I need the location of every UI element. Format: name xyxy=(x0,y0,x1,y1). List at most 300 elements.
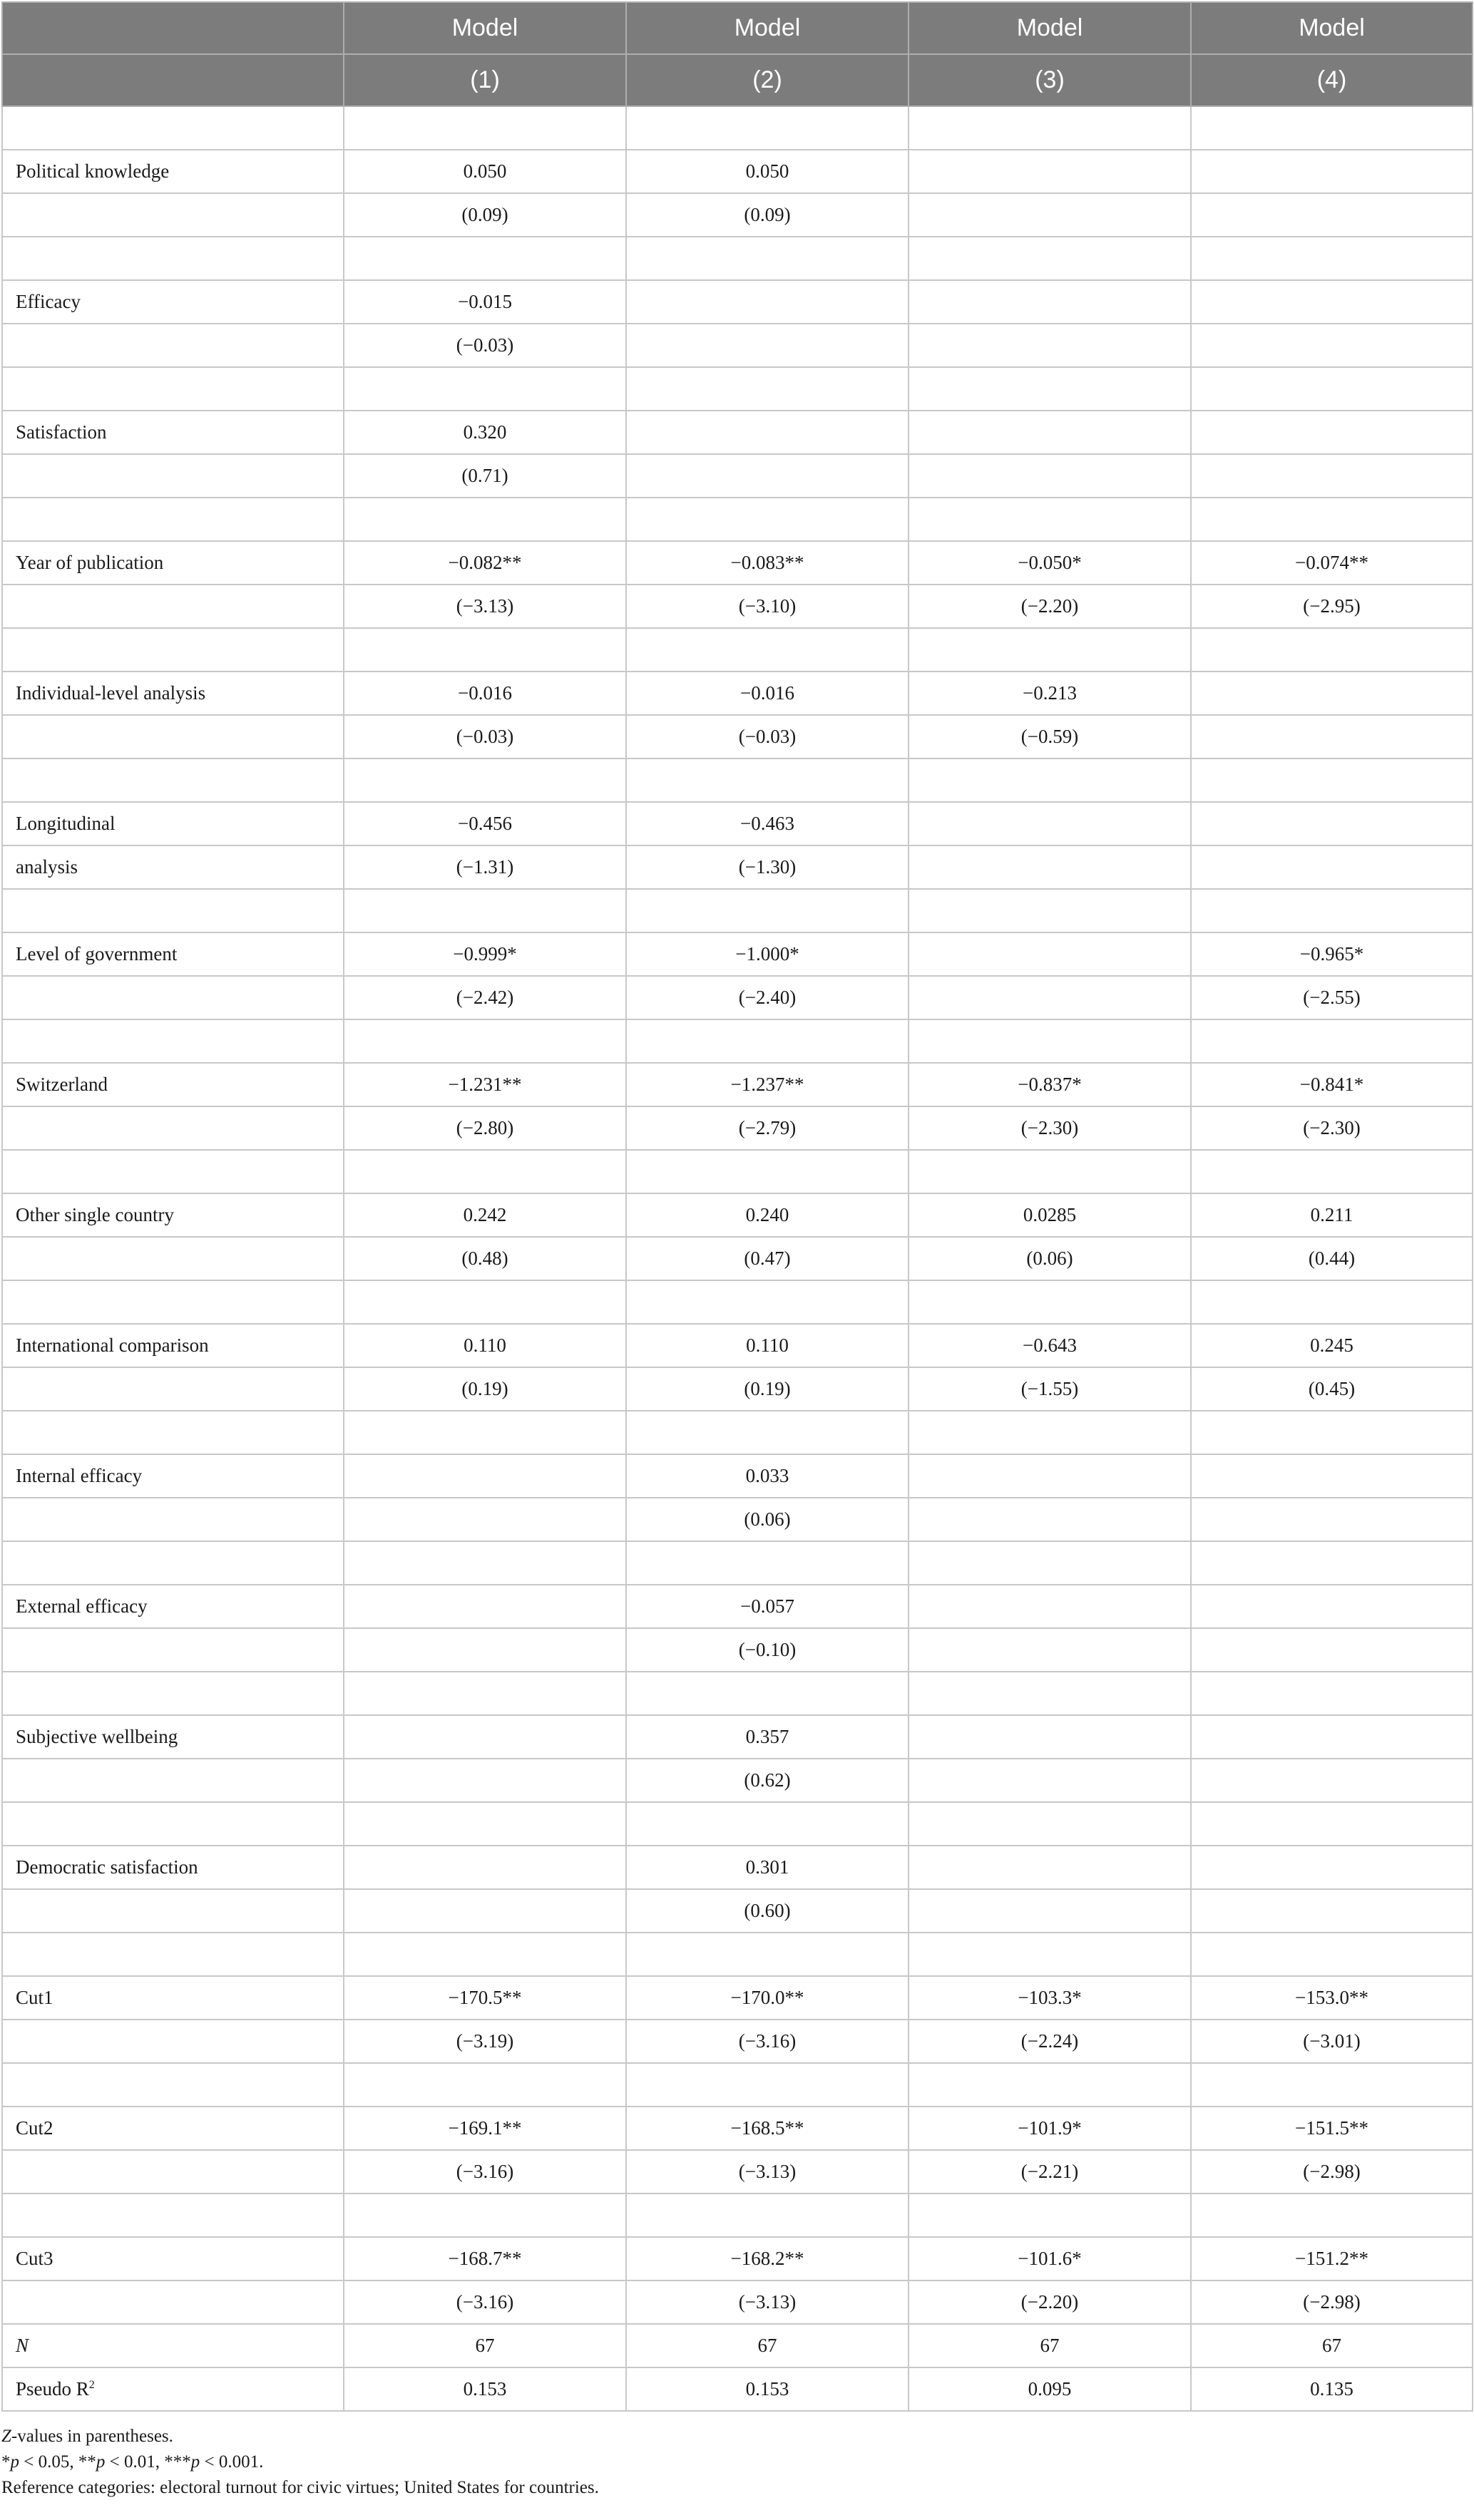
row-label: Switzerland xyxy=(2,1063,344,1106)
table-cell xyxy=(1191,1802,1473,1846)
row-label xyxy=(2,2150,344,2194)
table-cell: −170.0** xyxy=(626,1976,909,2020)
table-row xyxy=(2,1193,1473,1237)
header-model-number: (2) xyxy=(626,54,909,106)
table-cell: −0.837* xyxy=(909,1063,1191,1106)
row-label: International comparison xyxy=(2,1324,344,1367)
table-cell xyxy=(909,1846,1191,1889)
row-label: Cut1 xyxy=(2,1976,344,2020)
table-row xyxy=(2,237,1473,280)
table-cell xyxy=(626,1280,909,1324)
table-row xyxy=(2,2194,1473,2237)
table-cell xyxy=(1191,889,1473,932)
row-label xyxy=(2,2063,344,2107)
header-model-number: (4) xyxy=(1191,54,1473,106)
table-cell xyxy=(344,2194,626,2237)
table-cell: (0.48) xyxy=(344,1237,626,1280)
table-cell xyxy=(626,1802,909,1846)
table-cell xyxy=(1191,2194,1473,2237)
header-model-number: (1) xyxy=(344,54,626,106)
pseudo-r-label: Pseudo R xyxy=(16,2378,89,2400)
header-model-label: Model xyxy=(626,2,909,54)
table-row xyxy=(2,411,1473,454)
table-cell: 0.301 xyxy=(626,1846,909,1889)
table-cell xyxy=(909,1585,1191,1628)
table-row xyxy=(2,1454,1473,1498)
stats-row-n xyxy=(2,2324,1473,2367)
table-cell xyxy=(344,1715,626,1759)
table-cell: −170.5** xyxy=(344,1976,626,2020)
sig-p: p xyxy=(190,2452,200,2472)
table-cell xyxy=(909,1498,1191,1541)
table-cell xyxy=(909,454,1191,498)
note-reference: Reference categories: electoral turnout for civic virtues; United States for countries. xyxy=(1,2478,599,2497)
sig-p: p xyxy=(96,2452,106,2472)
row-label: analysis xyxy=(2,845,344,889)
row-label xyxy=(2,367,344,411)
table-cell: −168.5** xyxy=(626,2107,909,2150)
table-cell: 67 xyxy=(909,2324,1191,2367)
table-body xyxy=(2,106,1473,2324)
table-cell: (0.45) xyxy=(1191,1367,1473,1411)
table-cell xyxy=(909,1672,1191,1715)
table-cell: −0.965* xyxy=(1191,932,1473,976)
row-label: Satisfaction xyxy=(2,411,344,454)
table-cell: (−2.95) xyxy=(1191,585,1473,628)
row-label: Efficacy xyxy=(2,280,344,324)
table-cell xyxy=(344,1585,626,1628)
table-cell: −1.237** xyxy=(626,1063,909,1106)
note-significance xyxy=(1,2449,1470,2475)
table-cell xyxy=(909,1019,1191,1063)
table-cell xyxy=(1191,1280,1473,1324)
stats-row-pseudo-r2 xyxy=(2,2367,1473,2411)
table-cell: (−3.13) xyxy=(626,2150,909,2194)
header-row-model xyxy=(2,2,1473,54)
row-label xyxy=(2,106,344,150)
header-model-label: Model xyxy=(909,2,1191,54)
table-row xyxy=(2,976,1473,1019)
table-cell xyxy=(626,889,909,932)
sig-stars: *** xyxy=(164,2452,191,2472)
table-cell xyxy=(909,976,1191,1019)
table-row xyxy=(2,1541,1473,1585)
table-row xyxy=(2,1802,1473,1846)
row-label xyxy=(2,1541,344,1585)
table-cell xyxy=(1191,106,1473,150)
table-row xyxy=(2,1846,1473,1889)
table-cell xyxy=(909,1759,1191,1802)
table-cell: −169.1** xyxy=(344,2107,626,2150)
table-cell: (−3.01) xyxy=(1191,2020,1473,2063)
table-cell: (0.44) xyxy=(1191,1237,1473,1280)
row-label xyxy=(2,585,344,628)
table-cell xyxy=(1191,1628,1473,1672)
table-cell: 0.095 xyxy=(909,2367,1191,2411)
row-label: Level of government xyxy=(2,932,344,976)
row-label xyxy=(2,1367,344,1411)
table-cell xyxy=(1191,715,1473,758)
table-cell xyxy=(909,411,1191,454)
table-cell xyxy=(626,2063,909,2107)
table-cell: (−3.13) xyxy=(626,2280,909,2324)
table-cell: (−2.55) xyxy=(1191,976,1473,1019)
table-row xyxy=(2,2107,1473,2150)
table-row xyxy=(2,1106,1473,1150)
table-row xyxy=(2,2063,1473,2107)
table-cell xyxy=(909,1715,1191,1759)
table-cell: 0.110 xyxy=(626,1324,909,1367)
table-cell: −0.057 xyxy=(626,1585,909,1628)
table-row xyxy=(2,1585,1473,1628)
table-cell xyxy=(344,758,626,802)
table-row xyxy=(2,758,1473,802)
table-cell xyxy=(344,1411,626,1454)
table-cell xyxy=(626,280,909,324)
table-cell: (0.09) xyxy=(344,193,626,237)
table-cell xyxy=(626,1933,909,1976)
row-label: Longitudinal xyxy=(2,802,344,845)
header-model-label: Model xyxy=(344,2,626,54)
table-cell: 67 xyxy=(626,2324,909,2367)
table-cell xyxy=(344,1280,626,1324)
table-cell: −0.074** xyxy=(1191,541,1473,585)
table-row xyxy=(2,106,1473,150)
note-zvalues xyxy=(1,2424,1470,2449)
table-row xyxy=(2,1715,1473,1759)
header-model-label: Model xyxy=(1191,2,1473,54)
table-cell xyxy=(344,1541,626,1585)
table-cell xyxy=(1191,2063,1473,2107)
row-label xyxy=(2,889,344,932)
table-cell: (−3.10) xyxy=(626,585,909,628)
table-cell: 0.153 xyxy=(344,2367,626,2411)
table-cell xyxy=(909,1889,1191,1933)
table-cell xyxy=(344,367,626,411)
table-cell: (−2.42) xyxy=(344,976,626,1019)
note-z-text: -values in parentheses. xyxy=(11,2427,173,2446)
table-cell xyxy=(909,1933,1191,1976)
table-row xyxy=(2,150,1473,193)
table-cell: (−2.40) xyxy=(626,976,909,1019)
table-cell xyxy=(626,758,909,802)
table-cell xyxy=(909,1150,1191,1193)
row-label xyxy=(2,237,344,280)
table-cell xyxy=(344,237,626,280)
table-cell: (0.19) xyxy=(626,1367,909,1411)
row-label xyxy=(2,1498,344,1541)
table-row xyxy=(2,2237,1473,2280)
table-cell: 0.211 xyxy=(1191,1193,1473,1237)
table-cell xyxy=(909,1454,1191,1498)
table-cell xyxy=(909,758,1191,802)
table-row xyxy=(2,628,1473,672)
table-cell xyxy=(1191,1846,1473,1889)
table-cell xyxy=(1191,1933,1473,1976)
table-cell: −1.231** xyxy=(344,1063,626,1106)
table-cell: 0.153 xyxy=(626,2367,909,2411)
row-label xyxy=(2,1802,344,1846)
table-row xyxy=(2,367,1473,411)
table-row xyxy=(2,498,1473,541)
row-label: Political knowledge xyxy=(2,150,344,193)
table-cell xyxy=(909,367,1191,411)
table-cell xyxy=(344,1628,626,1672)
table-cell xyxy=(909,628,1191,672)
table-cell xyxy=(909,1802,1191,1846)
table-cell xyxy=(1191,1889,1473,1933)
table-cell: (−2.30) xyxy=(909,1106,1191,1150)
table-cell xyxy=(909,845,1191,889)
table-row xyxy=(2,1324,1473,1367)
sig-stars: ** xyxy=(78,2452,96,2472)
table-cell xyxy=(909,1280,1191,1324)
table-cell xyxy=(1191,1411,1473,1454)
row-label: Year of publication xyxy=(2,541,344,585)
table-cell xyxy=(626,237,909,280)
table-cell xyxy=(909,802,1191,845)
table-cell xyxy=(1191,1019,1473,1063)
table-cell xyxy=(909,280,1191,324)
table-cell xyxy=(909,237,1191,280)
table-cell xyxy=(1191,411,1473,454)
table-cell: 0.033 xyxy=(626,1454,909,1498)
table-cell: (−2.79) xyxy=(626,1106,909,1150)
row-label xyxy=(2,454,344,498)
table-cell xyxy=(626,367,909,411)
table-cell xyxy=(1191,1498,1473,1541)
table-cell: (−0.10) xyxy=(626,1628,909,1672)
table-cell xyxy=(344,1933,626,1976)
table-cell xyxy=(1191,1150,1473,1193)
sig-stars: * xyxy=(1,2452,11,2472)
table-row xyxy=(2,1759,1473,1802)
table-cell xyxy=(344,2063,626,2107)
table-row xyxy=(2,802,1473,845)
table-cell xyxy=(1191,1541,1473,1585)
table-cell xyxy=(344,1802,626,1846)
row-label xyxy=(2,1628,344,1672)
table-cell: (0.06) xyxy=(909,1237,1191,1280)
table-row xyxy=(2,932,1473,976)
table-row xyxy=(2,193,1473,237)
row-label: External efficacy xyxy=(2,1585,344,1628)
table-cell xyxy=(1191,367,1473,411)
table-cell xyxy=(909,2194,1191,2237)
row-label xyxy=(2,1237,344,1280)
table-cell: −0.999* xyxy=(344,932,626,976)
row-label xyxy=(2,1106,344,1150)
row-label: Subjective wellbeing xyxy=(2,1715,344,1759)
table-cell xyxy=(909,932,1191,976)
table-cell: −0.213 xyxy=(909,672,1191,715)
table-row xyxy=(2,2150,1473,2194)
table-cell xyxy=(344,106,626,150)
table-cell: 0.050 xyxy=(344,150,626,193)
row-label: Individual-level analysis xyxy=(2,672,344,715)
table-cell: (−1.31) xyxy=(344,845,626,889)
table-row xyxy=(2,541,1473,585)
table-row xyxy=(2,2280,1473,2324)
row-label xyxy=(2,1889,344,1933)
table-cell xyxy=(626,1019,909,1063)
table-row xyxy=(2,715,1473,758)
table-row xyxy=(2,1889,1473,1933)
table-cell: (0.62) xyxy=(626,1759,909,1802)
table-cell xyxy=(909,106,1191,150)
table-cell: −151.2** xyxy=(1191,2237,1473,2280)
table-cell xyxy=(626,1672,909,1715)
table-cell xyxy=(1191,280,1473,324)
table-cell xyxy=(1191,1715,1473,1759)
table-cell xyxy=(909,193,1191,237)
table-cell xyxy=(344,1889,626,1933)
table-cell xyxy=(909,2063,1191,2107)
table-cell xyxy=(626,454,909,498)
table-cell xyxy=(1191,324,1473,367)
table-cell xyxy=(1191,150,1473,193)
table-cell: (−3.16) xyxy=(344,2280,626,2324)
table-cell xyxy=(909,1628,1191,1672)
table-row xyxy=(2,324,1473,367)
table-cell: −1.000* xyxy=(626,932,909,976)
table-notes xyxy=(1,2424,1470,2501)
table-cell: (−2.80) xyxy=(344,1106,626,1150)
row-label xyxy=(2,628,344,672)
table-cell: −168.2** xyxy=(626,2237,909,2280)
pseudo-r-superscript: 2 xyxy=(88,2379,95,2391)
table-cell: (0.19) xyxy=(344,1367,626,1411)
table-cell: 0.0285 xyxy=(909,1193,1191,1237)
table-cell xyxy=(344,628,626,672)
table-cell xyxy=(909,1411,1191,1454)
table-cell: (−3.16) xyxy=(344,2150,626,2194)
table-cell: −101.6* xyxy=(909,2237,1191,2280)
table-cell xyxy=(1191,454,1473,498)
table-cell: (−2.20) xyxy=(909,585,1191,628)
table-cell: 0.245 xyxy=(1191,1324,1473,1367)
table-cell: (−3.19) xyxy=(344,2020,626,2063)
table-cell xyxy=(344,1498,626,1541)
sig-text: < 0.001. xyxy=(200,2452,264,2472)
table-row xyxy=(2,1367,1473,1411)
row-label xyxy=(2,498,344,541)
table-row xyxy=(2,672,1473,715)
table-cell: 0.110 xyxy=(344,1324,626,1367)
row-label xyxy=(2,324,344,367)
table-cell: (0.60) xyxy=(626,1889,909,1933)
table-cell: 0.357 xyxy=(626,1715,909,1759)
row-label: Democratic satisfaction xyxy=(2,1846,344,1889)
note-z-italic: Z xyxy=(1,2427,11,2446)
row-label xyxy=(2,1411,344,1454)
table-cell: (−2.98) xyxy=(1191,2280,1473,2324)
table-cell: −0.082** xyxy=(344,541,626,585)
header-corner-cell xyxy=(2,2,344,54)
table-cell: (−0.03) xyxy=(626,715,909,758)
row-label xyxy=(2,715,344,758)
table-cell: −168.7** xyxy=(344,2237,626,2280)
table-cell xyxy=(626,1411,909,1454)
sig-text: < 0.05, xyxy=(19,2452,78,2472)
row-label xyxy=(2,1672,344,1715)
table-cell: −0.015 xyxy=(344,280,626,324)
table-cell: −0.016 xyxy=(344,672,626,715)
table-cell: 0.135 xyxy=(1191,2367,1473,2411)
table-cell xyxy=(909,889,1191,932)
table-row xyxy=(2,1411,1473,1454)
table-row xyxy=(2,585,1473,628)
row-label xyxy=(2,193,344,237)
table-row xyxy=(2,454,1473,498)
row-label xyxy=(2,2194,344,2237)
table-cell: 0.320 xyxy=(344,411,626,454)
table-row xyxy=(2,1976,1473,2020)
table-cell xyxy=(344,1759,626,1802)
table-cell: −103.3* xyxy=(909,1976,1191,2020)
row-label xyxy=(2,1280,344,1324)
regression-table xyxy=(1,1,1473,2412)
table-cell: (0.09) xyxy=(626,193,909,237)
table-cell: 67 xyxy=(344,2324,626,2367)
table-cell: (−2.98) xyxy=(1191,2150,1473,2194)
table-cell: −0.083** xyxy=(626,541,909,585)
table-cell: −101.9* xyxy=(909,2107,1191,2150)
table-cell: −0.016 xyxy=(626,672,909,715)
table-cell xyxy=(344,1454,626,1498)
table-cell: (−2.24) xyxy=(909,2020,1191,2063)
table-cell: −0.643 xyxy=(909,1324,1191,1367)
table-cell xyxy=(626,498,909,541)
table-cell xyxy=(1191,1454,1473,1498)
row-label xyxy=(2,2280,344,2324)
table-cell xyxy=(626,1150,909,1193)
row-label xyxy=(2,1759,344,1802)
table-cell: (−3.13) xyxy=(344,585,626,628)
table-cell xyxy=(909,150,1191,193)
table-cell xyxy=(1191,758,1473,802)
table-cell xyxy=(344,1150,626,1193)
table-row xyxy=(2,280,1473,324)
row-label: Cut2 xyxy=(2,2107,344,2150)
table-cell xyxy=(344,889,626,932)
sig-p: p xyxy=(10,2452,19,2472)
table-row xyxy=(2,845,1473,889)
table-header xyxy=(2,2,1473,106)
table-cell: (−1.55) xyxy=(909,1367,1191,1411)
table-cell: (0.71) xyxy=(344,454,626,498)
n-label: N xyxy=(16,2335,29,2356)
table-cell xyxy=(1191,845,1473,889)
table-row xyxy=(2,1063,1473,1106)
table-cell xyxy=(1191,672,1473,715)
table-cell: (−0.03) xyxy=(344,324,626,367)
table-cell: (−2.30) xyxy=(1191,1106,1473,1150)
table-cell xyxy=(1191,193,1473,237)
table-cell xyxy=(626,411,909,454)
table-cell: −0.841* xyxy=(1191,1063,1473,1106)
table-cell: 0.242 xyxy=(344,1193,626,1237)
table-cell: 0.050 xyxy=(626,150,909,193)
row-label xyxy=(2,1150,344,1193)
table-row xyxy=(2,1280,1473,1324)
header-model-number: (3) xyxy=(909,54,1191,106)
table-cell: −153.0** xyxy=(1191,1976,1473,2020)
table-row xyxy=(2,889,1473,932)
row-label xyxy=(2,1019,344,1063)
table-cell xyxy=(344,1846,626,1889)
table-cell: −0.456 xyxy=(344,802,626,845)
